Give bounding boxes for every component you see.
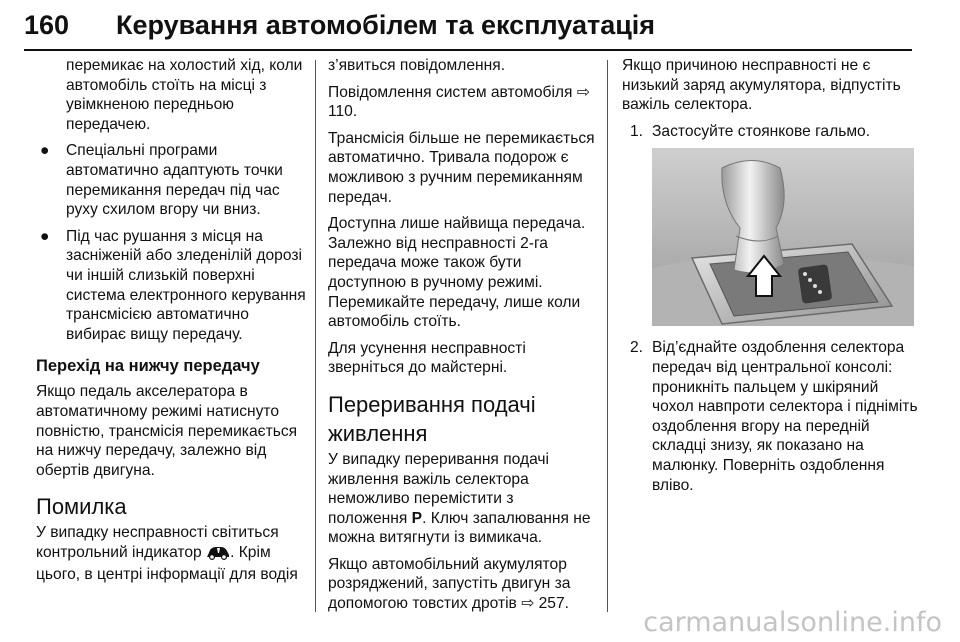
paragraph: Доступна лише найвища передача. Залежно від несправності 2-га передача може також бути доступною в ручному режимі. Перемикайте передачу, лише коли автомобіль стоїть. [328,215,586,331]
kickdown-text: Якщо педаль акселератора в автоматичному режимі натиснуто повністю, трансмісія перемикається на нижчу передачу, залежно від обертів двигуна. [36,383,298,479]
page-ref-arrow-icon: ⇨ [521,595,535,613]
column-divider-1 [315,60,316,612]
step-number: 1. [630,122,644,140]
header-rule [24,49,912,51]
kickdown-heading: Перехід на нижчу передачу [36,357,260,376]
column-divider-2 [607,60,608,612]
step-item: 1. Застосуйте стоянкове гальмо. [630,122,871,140]
fault-text: У випадку несправності світиться контрольний індикатор . Крім цього, в центрі інформації для водія [36,524,298,584]
paragraph: Трансмісія більше не перемикається автоматично. Тривала подорож є можливою з ручним перемиканням передач. [328,129,595,206]
column-3 [622,56,918,502]
watermark: carmanualsonline.info [643,607,942,638]
bullet-dot-icon: ● [40,142,50,160]
paragraph: Для усунення несправності зверніться до майстерні. [328,339,526,377]
chapter-title: Керування автомобілем та експлуатація [116,10,656,40]
bullet-dot-icon: ● [40,227,50,245]
power-interrupt-heading: Переривання подачі живлення [328,391,536,446]
fault-heading: Помилка [36,494,127,520]
column-1 [36,56,308,592]
page-number: 160 [24,10,70,40]
page-ref-arrow-icon: ⇨ [576,83,590,101]
reference-paragraph: Якщо автомобільний акумулятор розряджений, запустіть двигун за допомогою товстих дротів ⇨ 257. [328,555,571,613]
continued-text: перемикає на холостий хід, коли автомобіль стоїть на місці з увімкненою передньою передачею. [66,57,303,133]
selector-position-p: P [411,509,423,527]
page-ref-link[interactable]: 110 [328,103,353,121]
car-fault-indicator-icon [206,544,230,566]
paragraph: з’явиться повідомлення. [328,57,506,74]
step-number: 2. [630,339,644,357]
column-2 [328,56,596,621]
bullet-item: ● Під час рушання з місця на засніженій або зледенілій дорозі чи іншій слизькій поверхні система електронного керування трансмісією автоматично вибирає вищу передачу. [40,227,306,343]
gear-selector-illustration [652,148,914,326]
reference-paragraph: Повідомлення систем автомобіля ⇨ 110. [328,83,590,121]
page-ref-link[interactable]: 257 [538,595,565,613]
bullet-item: ● Спеціальні програми автоматично адаптують точки перемикання передач під час руху схилом вгору чи вниз. [40,142,283,219]
paragraph: Якщо причиною несправності не є низький заряд акумулятора, відпустіть важіль селектора. [622,57,901,114]
page-header [0,0,960,52]
step-item: 2. Від’єднайте оздоблення селектора передач від центральної консолі: проникніть пальцем у шкіряний чохол навпроти селектора і підніміть оздоблення вгору на передній складці знизу, як показано на малюнку. Поверніть оздоблення вліво. [630,339,918,494]
paragraph: У випадку переривання подачі живлення важіль селектора неможливо перемістити з положення P. Ключ запалювання не можна витягнути із вимикача. [328,450,591,547]
